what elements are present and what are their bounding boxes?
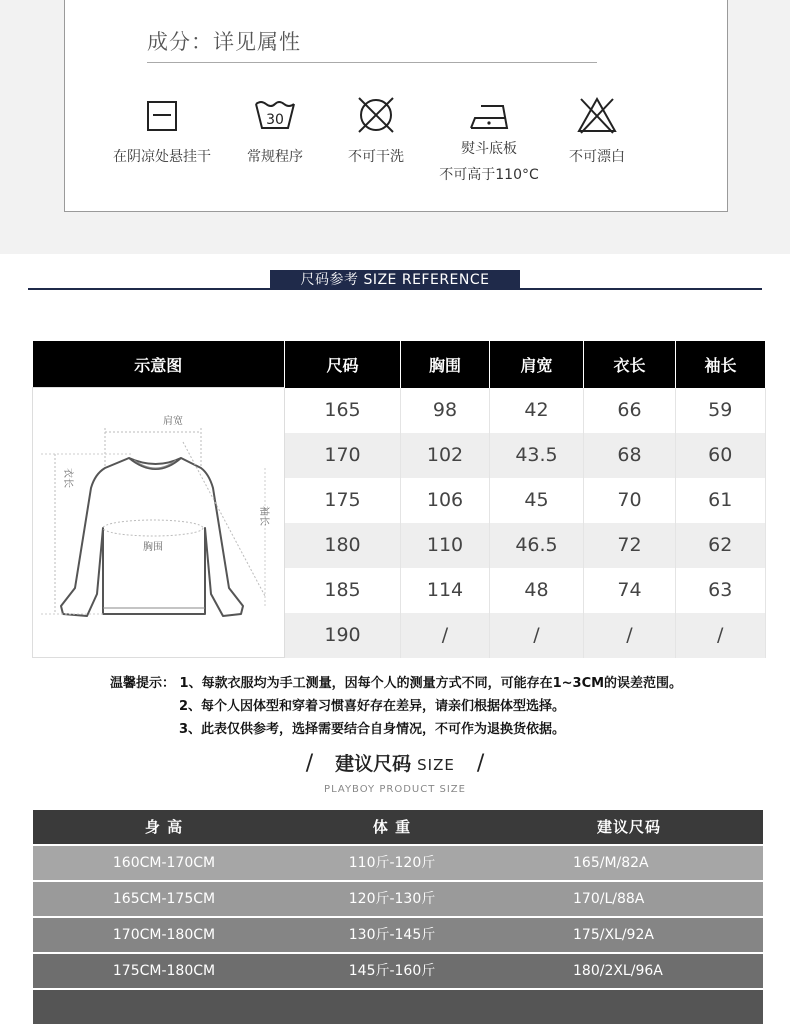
tip-line: 1、每款衣服均为手工测量，因每个人的测量方式不同，可能存在1~3CM的误差范围。 [179,676,683,691]
table-cell: 98 [401,388,490,433]
care-label-secondary: 不可高于110°C [439,167,539,183]
chest-label: 胸围 [143,542,163,553]
table-cell: / [584,613,676,658]
header-size: 尺码 [285,341,401,388]
table-cell: 68 [584,433,676,478]
table-cell: 110斤-120斤 [348,855,436,871]
table-cell: 185 [285,568,401,613]
shoulder-label: 肩宽 [163,416,183,427]
header-suggested-size: 建议尺码 [597,818,662,836]
table-cell: 45 [490,478,584,523]
iron-icon [467,98,511,132]
care-label: 熨斗底板 [461,141,517,157]
suggested-size-heading: 建议尺码 [335,753,412,775]
suggested-size-title: / 建议尺码 SIZE / [305,751,485,776]
suggested-size-table [33,810,763,1026]
table-cell: 170/L/88A [573,891,645,907]
table-cell: 145斤-160斤 [348,963,436,979]
table-cell: 160CM-170CM [112,855,216,871]
table-cell: 43.5 [490,433,584,478]
table-row [33,388,766,433]
table-cell: 42 [490,388,584,433]
table-cell: 190 [285,613,401,658]
table-cell: 74 [584,568,676,613]
table-cell: 165 [285,388,401,433]
tip-line: 3、此表仅供参考，选择需要结合自身情况，不可作为退换货依据。 [179,722,566,737]
table-cell: 106 [401,478,490,523]
care-item-no-bleach [532,98,662,170]
table-cell: 180 [285,523,401,568]
table-cell: 102 [401,433,490,478]
table-cell: 110 [401,523,490,568]
table-cell: 114 [401,568,490,613]
table-row [33,846,763,880]
header-shoulder: 肩宽 [490,341,584,388]
tips [110,672,682,741]
table-cell: 59 [676,388,766,433]
table-cell: 48 [490,568,584,613]
svg-text:30: 30 [266,112,284,128]
suggested-size-subtitle: PLAYBOY PRODUCT SIZE [324,784,466,795]
table-cell: / [676,613,766,658]
table-cell: 130斤-145斤 [348,927,436,943]
table-cell: 60 [676,433,766,478]
header-diagram: 示意图 [33,341,285,388]
header-chest: 胸围 [401,341,490,388]
garment-diagram [33,388,285,658]
table-row-partial [33,990,763,1024]
table-cell: 66 [584,388,676,433]
sweater-diagram-icon [33,388,284,652]
table-cell: 46.5 [490,523,584,568]
wash-30-icon [253,98,297,132]
table-cell: 170 [285,433,401,478]
table-cell: / [490,613,584,658]
header-weight: 体 重 [372,818,412,836]
table-cell: 175 [285,478,401,523]
table-cell: 175CM-180CM [112,963,216,979]
table-cell: 72 [584,523,676,568]
table-cell: 61 [676,478,766,523]
care-label: 不可漂白 [569,149,625,165]
table-row [33,918,763,952]
size-table [32,341,766,658]
care-item-no-dry-clean [311,98,441,170]
suggested-size-heading-en: SIZE [417,756,455,774]
material-divider [147,62,597,63]
care-item-hang-dry [97,98,227,170]
material-text: 成分：详见属性 [147,30,301,54]
no-dry-clean-icon [356,95,396,135]
table-row [33,882,763,916]
table-row [33,954,763,988]
header-length: 衣长 [584,341,676,388]
size-table-header [33,341,766,388]
sleeve-label: 袖长 [258,506,269,526]
table-cell: 63 [676,568,766,613]
table-cell: / [401,613,490,658]
hang-dry-icon [145,98,179,132]
length-label: 衣长 [62,468,73,488]
care-label: 在阴凉处悬挂干 [113,149,211,165]
table-cell: 120斤-130斤 [348,891,436,907]
table-cell: 70 [584,478,676,523]
size-reference-title: 尺码参考 SIZE REFERENCE [270,270,520,290]
table-cell: 165CM-175CM [112,891,216,907]
suggested-header-row [33,810,763,844]
tips-prefix: 温馨提示： [110,676,176,691]
header-height: 身 高 [144,818,184,836]
table-cell: 170CM-180CM [112,927,216,943]
care-label: 常规程序 [247,149,303,165]
care-panel [64,0,728,212]
no-bleach-icon [575,95,619,135]
care-label: 不可干洗 [348,149,404,165]
header-sleeve: 袖长 [676,341,766,388]
table-cell: 62 [676,523,766,568]
tip-line: 2、每个人因体型和穿着习惯喜好存在差异，请亲们根据体型选择。 [179,699,566,714]
table-cell: 165/M/82A [573,855,649,871]
table-cell: 175/XL/92A [573,927,654,943]
table-cell: 180/2XL/96A [573,963,663,979]
